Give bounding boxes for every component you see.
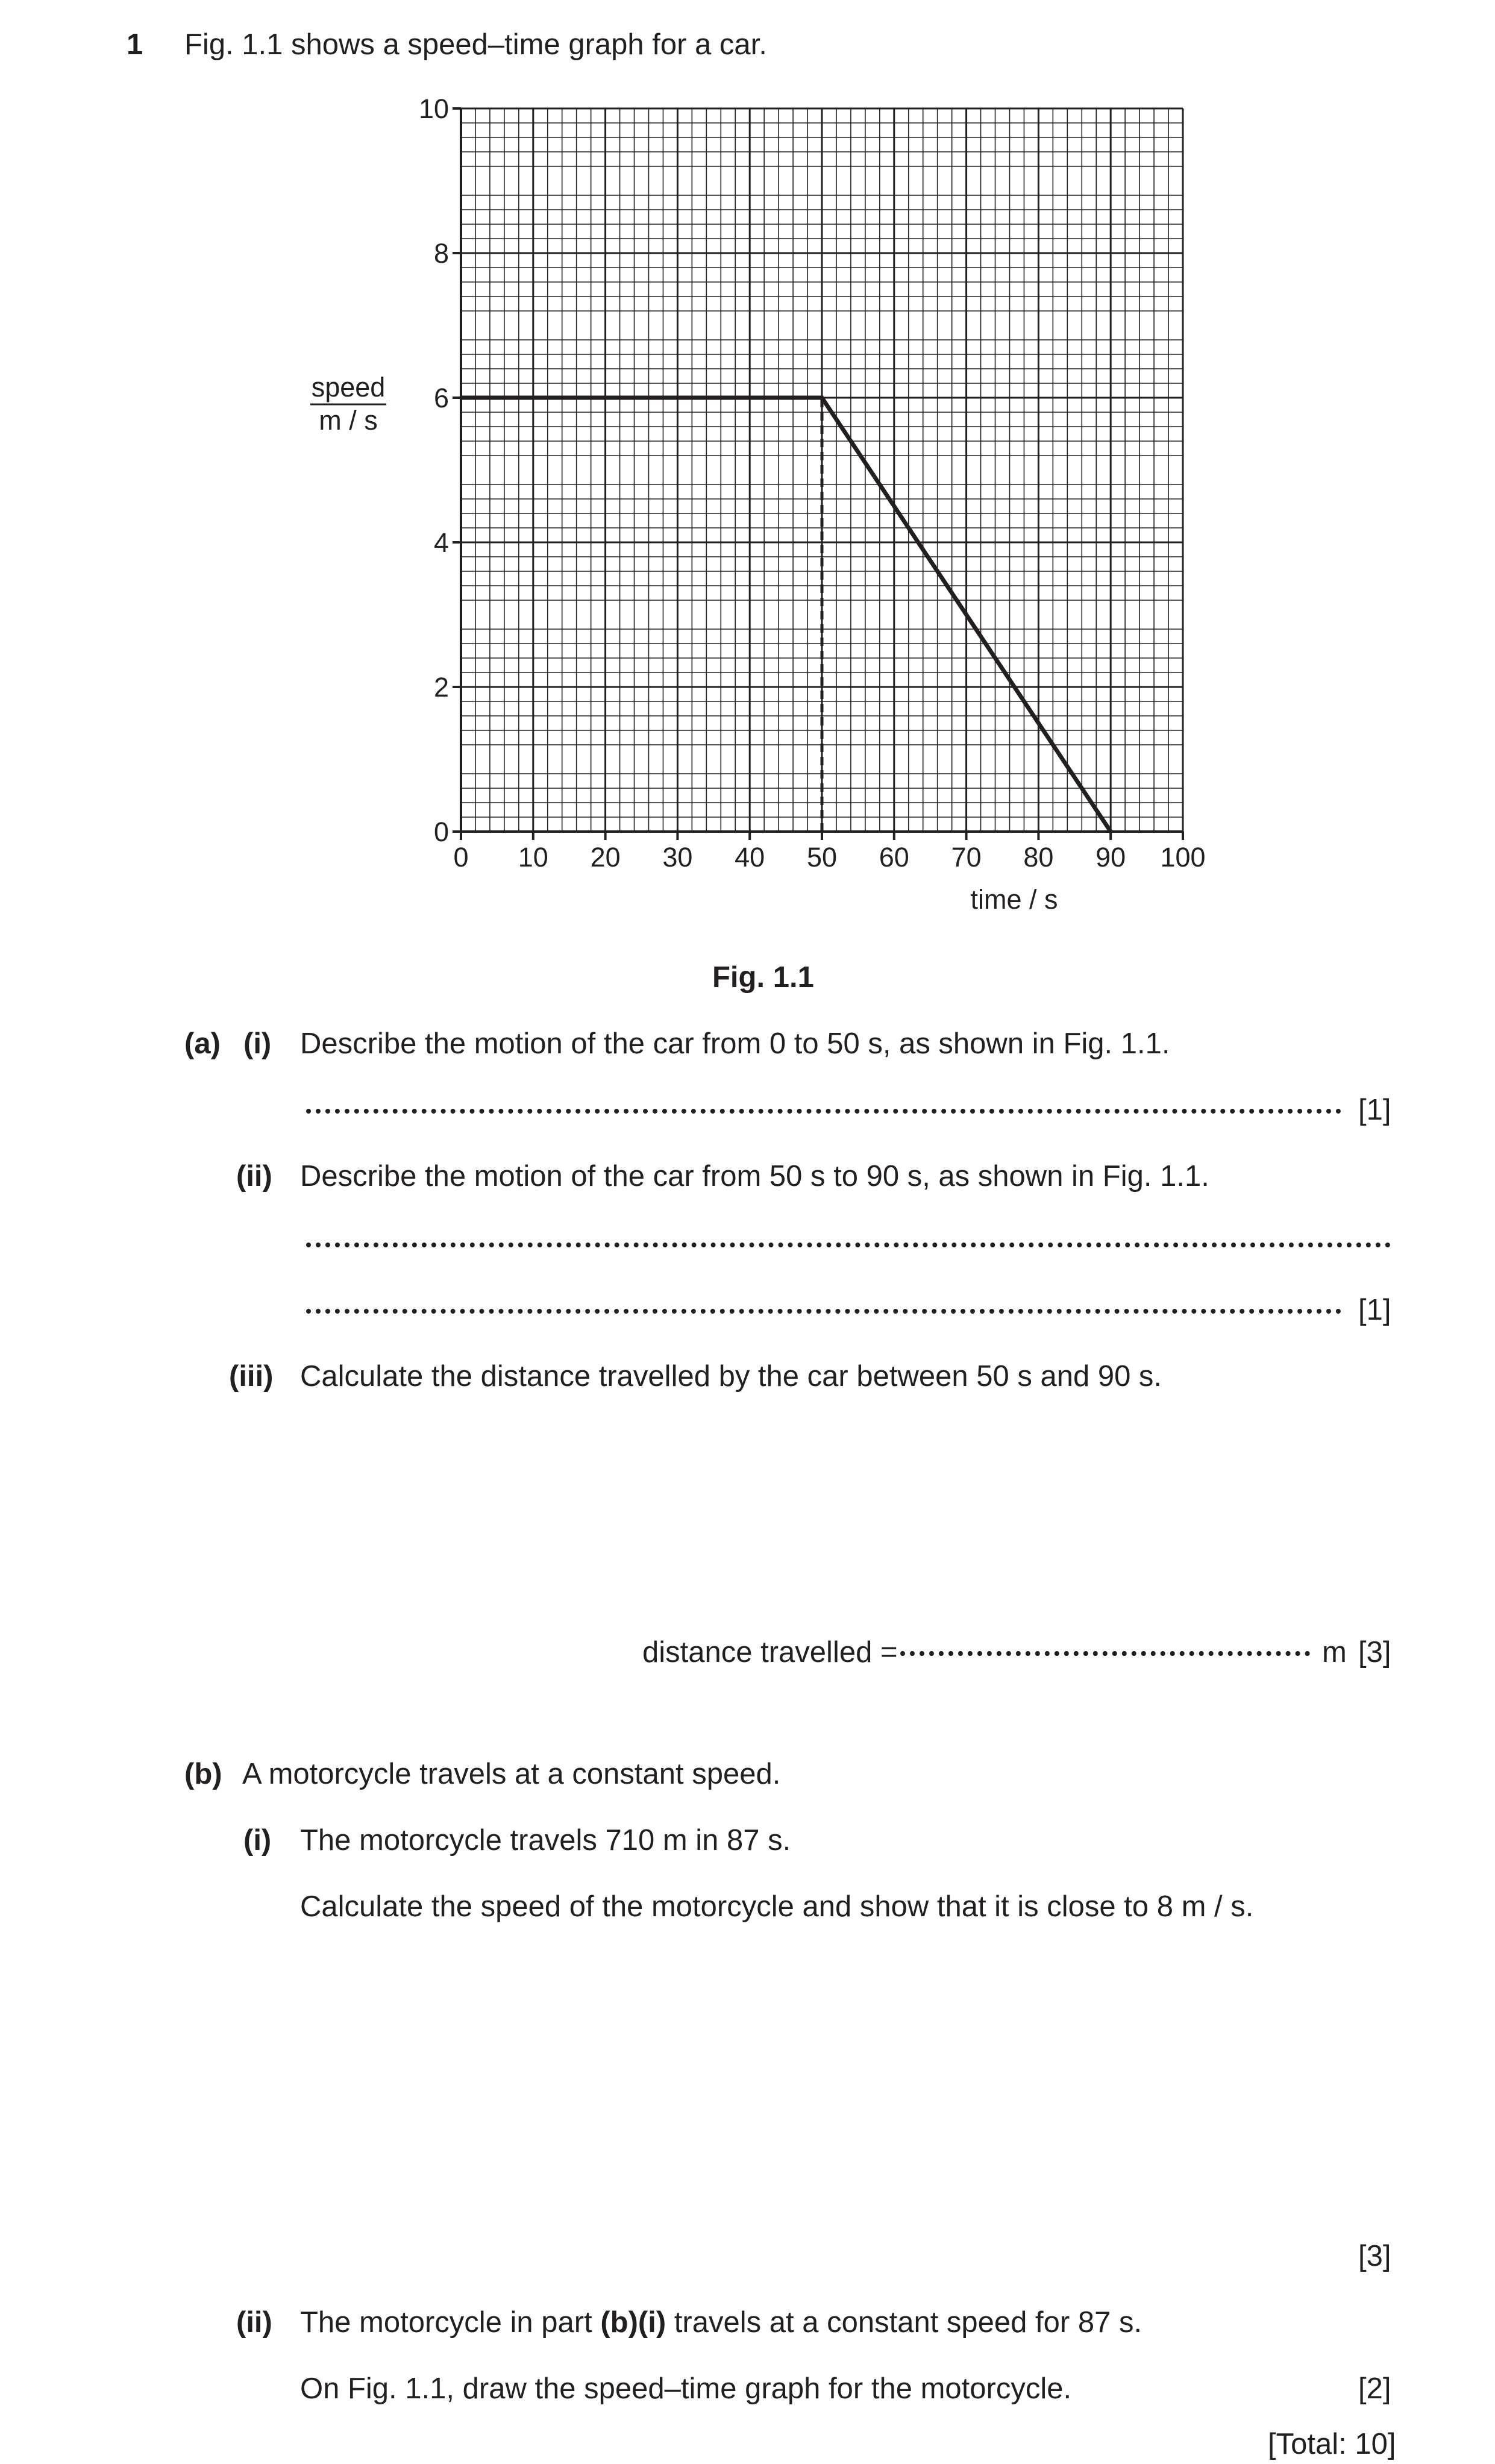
part-b-i-text2: Calculate the speed of the motorcycle and show that it is close to 8 m / s. — [300, 1890, 1254, 1923]
part-b-i-label: (i) — [243, 1824, 272, 1857]
y-tick-label: 0 — [433, 817, 449, 847]
part-a-i-text: Describe the motion of the car from 0 to 50 s, as shown in Fig. 1.1. — [300, 1027, 1170, 1060]
figure-caption: Fig. 1.1 — [712, 961, 814, 994]
y-tick-label: 4 — [433, 527, 449, 558]
y-axis-label-bottom: m / s — [319, 405, 378, 436]
x-tick-label: 80 — [1023, 842, 1054, 873]
part-a-i-label: (i) — [243, 1027, 272, 1060]
distance-answer-label: distance travelled = — [642, 1636, 898, 1669]
part-b-ii-text-before: The motorcycle in part — [300, 2306, 601, 2339]
speed-line — [461, 398, 1111, 832]
y-tick-label: 2 — [433, 672, 449, 703]
marks-a-iii: [3] — [1358, 1636, 1391, 1669]
y-axis-label-top: speed — [311, 372, 386, 403]
answer-line-a-iii[interactable] — [900, 1649, 1310, 1656]
tick-labels — [419, 93, 1206, 873]
y-tick-label: 10 — [418, 93, 449, 124]
question-number: 1 — [127, 28, 143, 61]
y-tick-label: 8 — [433, 238, 449, 269]
part-b-ii-text — [300, 2304, 1142, 2340]
part-b-text: A motorcycle travels at a constant speed. — [242, 1758, 781, 1790]
part-a-ii-label: (ii) — [236, 1160, 272, 1193]
x-axis-label: time / s — [970, 884, 1058, 915]
y-tick-label: 6 — [433, 383, 449, 413]
part-b-ii-text2: On Fig. 1.1, draw the speed–time graph for the motorcycle. — [300, 2372, 1072, 2405]
part-b-ii-label: (ii) — [236, 2306, 272, 2339]
x-tick-label: 30 — [662, 842, 693, 873]
x-tick-label: 90 — [1095, 842, 1126, 873]
part-a-label: (a) — [184, 1027, 221, 1060]
answer-line-a-ii-1[interactable] — [306, 1240, 1391, 1247]
total-marks: [Total: 10] — [1268, 2428, 1396, 2460]
x-tick-label: 100 — [1160, 842, 1206, 873]
marks-a-ii: [1] — [1358, 1294, 1391, 1326]
x-tick-label: 20 — [590, 842, 621, 873]
part-a-iii-label: (iii) — [229, 1360, 274, 1393]
part-b-ii-text-bold: (b)(i) — [600, 2306, 666, 2339]
part-b-ii-text-after: travels at a constant speed for 87 s. — [666, 2306, 1142, 2339]
distance-unit: m — [1322, 1636, 1347, 1669]
x-tick-label: 10 — [518, 842, 548, 873]
part-b-label: (b) — [184, 1758, 222, 1790]
question-intro: Fig. 1.1 shows a speed–time graph for a car. — [184, 28, 767, 61]
answer-line-a-i[interactable] — [306, 1106, 1341, 1114]
marks-a-i: [1] — [1358, 1094, 1391, 1126]
answer-line-a-ii-2[interactable] — [306, 1306, 1341, 1314]
x-tick-label: 70 — [951, 842, 982, 873]
x-tick-label: 60 — [879, 842, 909, 873]
part-b-i-text: The motorcycle travels 710 m in 87 s. — [300, 1824, 791, 1857]
x-tick-label: 40 — [735, 842, 765, 873]
x-tick-label: 0 — [453, 842, 469, 873]
part-a-ii-text: Describe the motion of the car from 50 s to 90 s, as shown in Fig. 1.1. — [300, 1160, 1209, 1193]
x-tick-label: 50 — [806, 842, 838, 873]
marks-b-i: [3] — [1358, 2240, 1391, 2272]
part-a-iii-text: Calculate the distance travelled by the car between 50 s and 90 s. — [300, 1360, 1162, 1393]
marks-b-ii: [2] — [1358, 2372, 1391, 2405]
series-group — [461, 398, 1111, 832]
speed-time-graph — [0, 0, 1495, 940]
